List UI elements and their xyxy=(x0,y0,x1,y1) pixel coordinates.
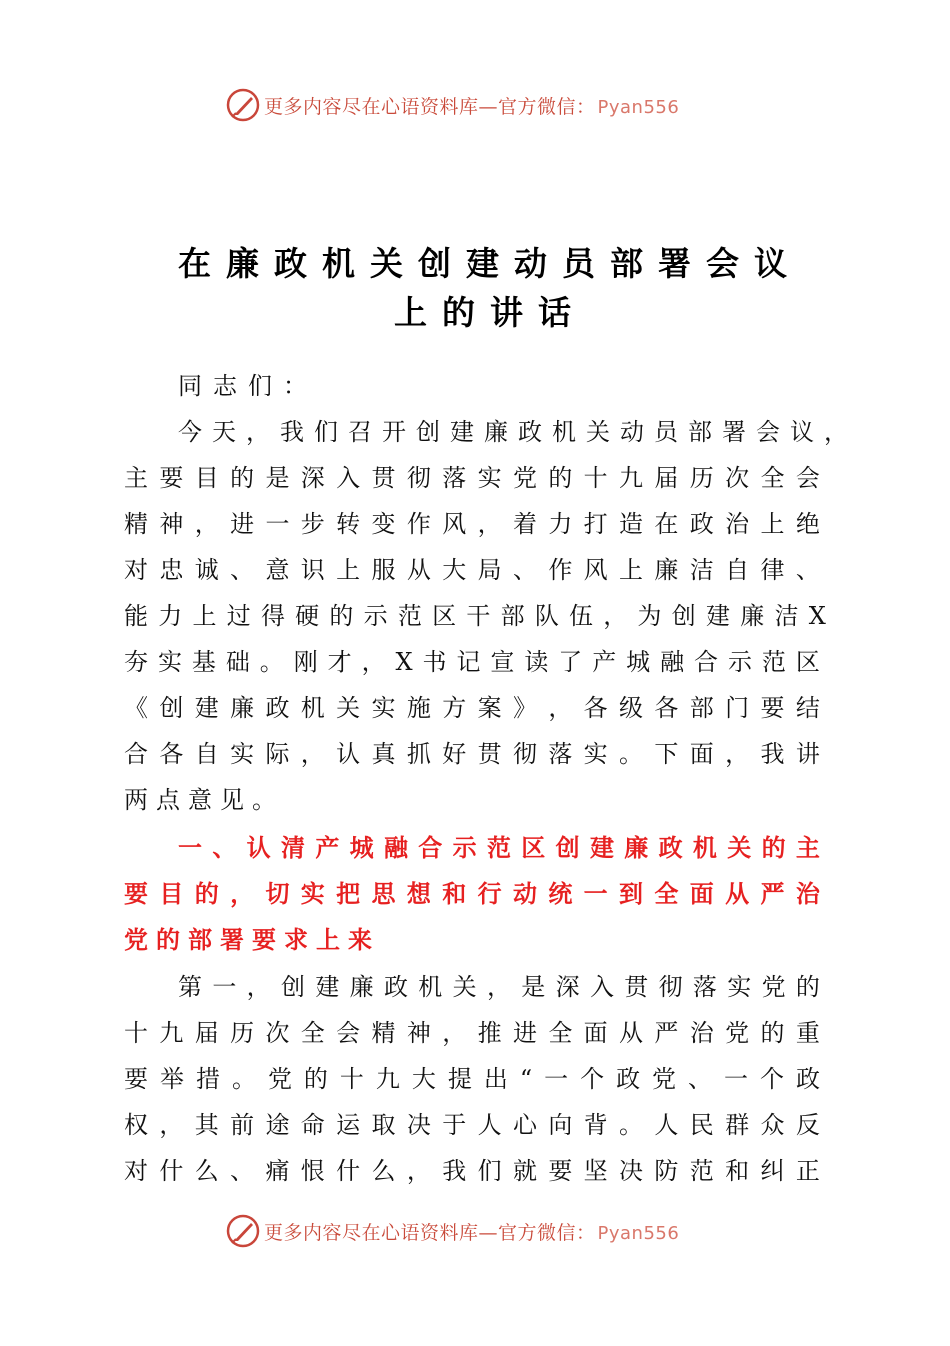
paragraph-line: 今 天 ， 我 们 召 开 创 建 廉 政 机 关 动 员 部 署 会 议 ， xyxy=(178,418,848,446)
banner-wechat-id: Pyan556 xyxy=(597,96,680,118)
paragraph-line: 对 什 么 、 痛 恨 什 么 ， 我 们 就 要 坚 决 防 范 和 纠 正 xyxy=(124,1157,820,1185)
quill-logo-icon xyxy=(226,88,260,122)
paragraph-line: 权 ， 其 前 途 命 运 取 决 于 人 心 向 背 。 人 民 群 众 反 xyxy=(124,1111,820,1139)
banner-wechat-id: Pyan556 xyxy=(597,1222,680,1244)
section-heading-line: 要 目 的 ， 切 实 把 思 想 和 行 动 统 一 到 全 面 从 严 治 xyxy=(124,879,820,908)
paragraph-line: 主 要 目 的 是 深 入 贯 彻 落 实 党 的 十 九 届 历 次 全 会 xyxy=(124,464,820,492)
section-heading-line: 一 、 认 清 产 城 融 合 示 范 区 创 建 廉 政 机 关 的 主 xyxy=(178,833,820,862)
section-heading-line: 党的部署要求上来 xyxy=(124,925,380,954)
document-title-line-1: 在廉政机关创建动员部署会议 xyxy=(178,244,802,283)
banner-text: 更多内容尽在心语资料库—官方微信： Pyan556 xyxy=(264,1221,680,1244)
paragraph-line: 十 九 届 历 次 全 会 精 神 ， 推 进 全 面 从 严 治 党 的 重 xyxy=(124,1019,820,1047)
paragraph-line: 《 创 建 廉 政 机 关 实 施 方 案 》 ， 各 级 各 部 门 要 结 xyxy=(124,694,820,722)
salutation: 同志们： xyxy=(178,372,318,400)
paragraph-line: 要 举 措 。 党 的 十 九 大 提 出 “ 一 个 政 党 、 一 个 政 xyxy=(124,1065,820,1093)
paragraph-line: 第 一 ， 创 建 廉 政 机 关 ， 是 深 入 贯 彻 落 实 党 的 xyxy=(178,973,820,1001)
paragraph-line: 合 各 自 实 际 ， 认 真 抓 好 贯 彻 落 实 。 下 面 ， 我 讲 xyxy=(124,740,820,768)
footer-watermark xyxy=(0,1210,950,1250)
banner-text: 更多内容尽在心语资料库—官方微信： Pyan556 xyxy=(264,95,680,118)
header-watermark xyxy=(0,84,950,124)
paragraph-line: 对 忠 诚 、 意 识 上 服 从 大 局 、 作 风 上 廉 洁 自 律 、 xyxy=(124,556,820,584)
quill-logo-icon xyxy=(226,1214,260,1248)
paragraph-line: 两点意见。 xyxy=(124,786,284,814)
paragraph-line: 精 神 ， 进 一 步 转 变 作 风 ， 着 力 打 造 在 政 治 上 绝 xyxy=(124,510,820,538)
document-title-line-2: 上的讲话 xyxy=(394,293,586,332)
paragraph-line: 能 力 上 过 得 硬 的 示 范 区 干 部 队 伍 ， 为 创 建 廉 洁 X xyxy=(124,602,826,630)
paragraph-line: 夯 实 基 础 。 刚 才 ， X 书 记 宣 读 了 产 城 融 合 示 范 区 xyxy=(124,648,820,676)
